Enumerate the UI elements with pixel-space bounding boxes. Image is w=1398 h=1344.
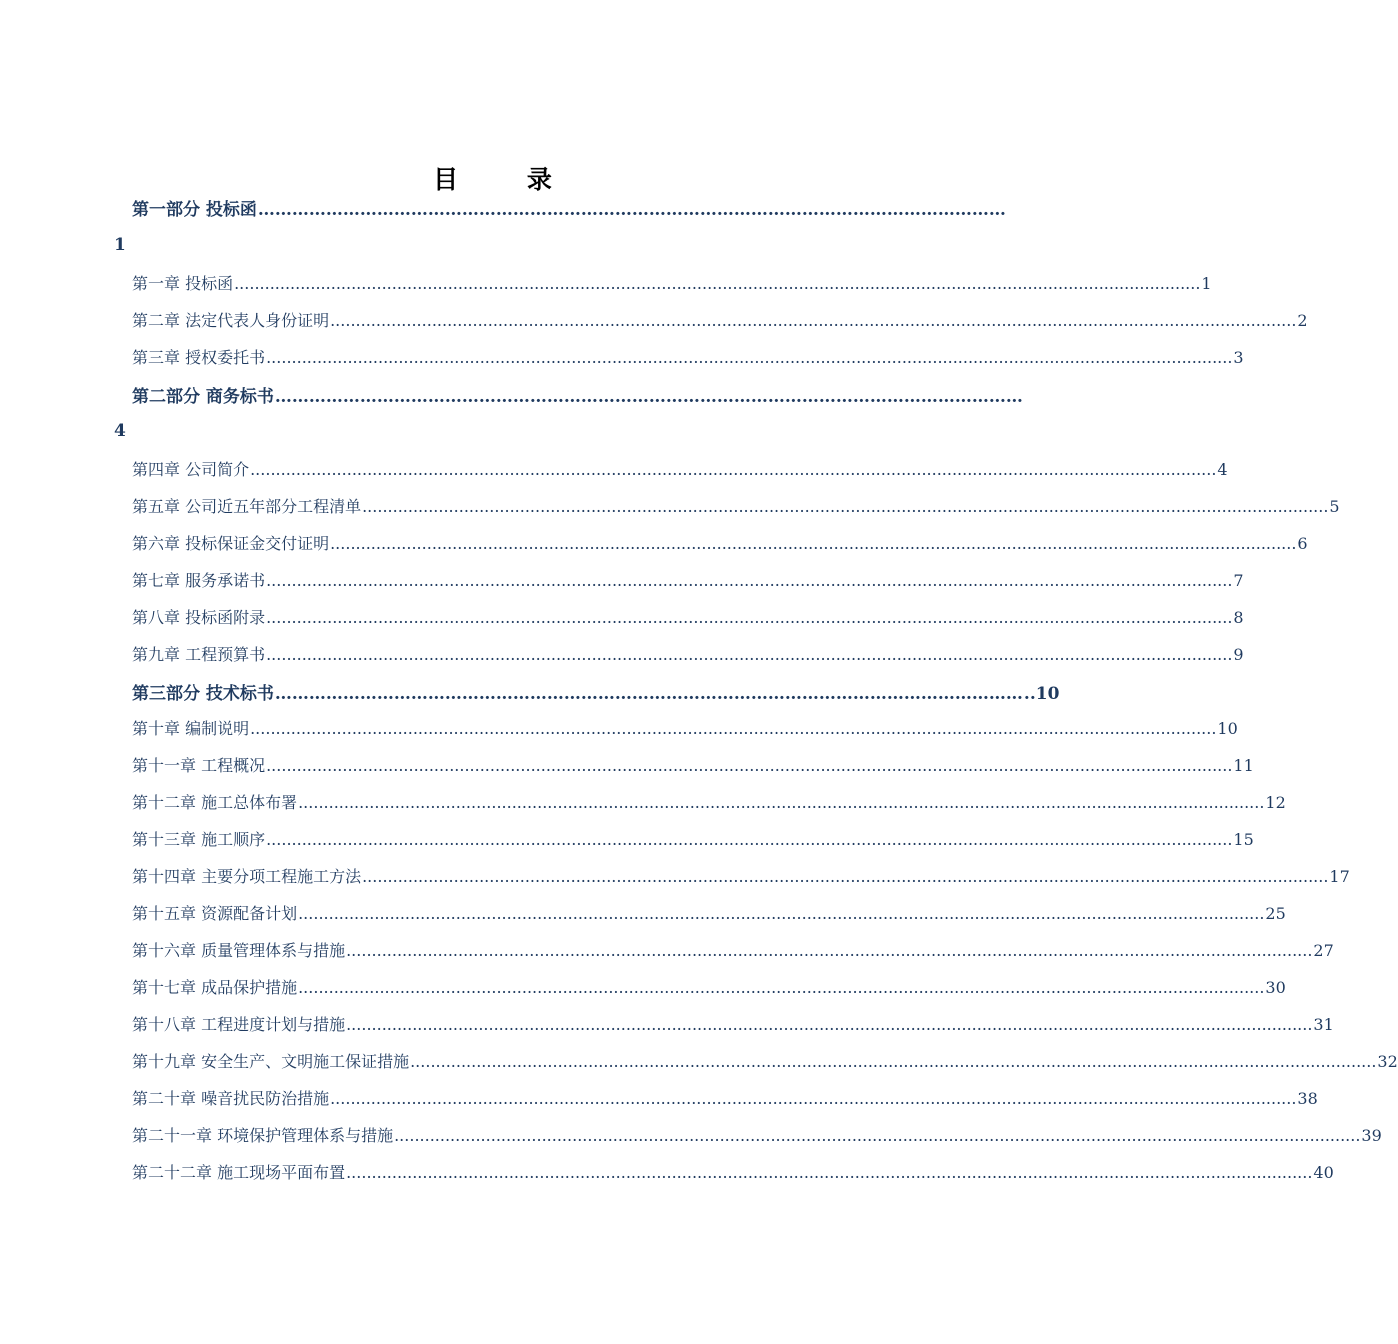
toc-entry-page: 9 [1233, 645, 1244, 664]
toc-entry-page: 12 [1265, 793, 1286, 812]
toc-entry[interactable] [132, 457, 1228, 481]
toc-entry[interactable] [132, 605, 1244, 629]
dot-leader: …………………………………………………………………………………………………………………… [257, 200, 1006, 220]
toc-entry[interactable] [132, 568, 1244, 592]
toc-entry[interactable] [132, 901, 1286, 925]
toc-entry-label: 第一章 投标函 [132, 274, 234, 293]
dot-leader: .............................................................................................................................................................................................. [266, 348, 1233, 367]
toc-entry[interactable] [132, 1123, 1382, 1147]
dot-leader: .............................................................................................................................................................................................. [250, 719, 1217, 738]
toc-entry[interactable] [132, 271, 1212, 295]
dot-leader: .............................................................................................................................................................................................. [410, 1052, 1377, 1071]
dot-leader: .............................................................................................................................................................................................. [346, 1015, 1313, 1034]
toc-entry-page: 30 [1265, 978, 1286, 997]
toc-part-label: 第二部分 商务标书 [132, 387, 274, 407]
dot-leader: …………………………………………………………………………………………………………………… [274, 684, 1023, 704]
toc-entry-page: 10 [1217, 719, 1238, 738]
dot-leader: .............................................................................................................................................................................................. [362, 497, 1329, 516]
dot-leader: .............................................................................................................................................................................................. [266, 571, 1233, 590]
toc-entry[interactable] [132, 494, 1340, 518]
toc-entry[interactable] [132, 1160, 1334, 1184]
toc-entry-label: 第二十一章 环境保护管理体系与措施 [132, 1126, 394, 1145]
dot-leader: .............................................................................................................................................................................................. [266, 645, 1233, 664]
toc-entry-label: 第二十章 噪音扰民防治措施 [132, 1089, 330, 1108]
toc-entry-page: 17 [1329, 867, 1350, 886]
dot-leader: .............................................................................................................................................................................................. [266, 830, 1233, 849]
toc-entry-page: 1 [1201, 274, 1212, 293]
toc-entry-label: 第四章 公司简介 [132, 460, 250, 479]
toc-entry-label: 第十三章 施工顺序 [132, 830, 266, 849]
toc-entry-label: 第七章 服务承诺书 [132, 571, 266, 590]
toc-entry[interactable] [132, 716, 1238, 740]
toc-entry-label: 第二十二章 施工现场平面布置 [132, 1163, 346, 1182]
toc-part-3[interactable] [132, 679, 1060, 704]
dot-leader: .............................................................................................................................................................................................. [298, 904, 1265, 923]
toc-entry-page: 27 [1313, 941, 1334, 960]
toc-entry[interactable] [132, 1049, 1398, 1073]
toc-entry[interactable] [132, 827, 1254, 851]
toc-entry-label: 第十八章 工程进度计划与措施 [132, 1015, 346, 1034]
dot-leader: .............................................................................................................................................................................................. [330, 311, 1297, 330]
toc-entry-page: 38 [1297, 1089, 1318, 1108]
toc-entry-label: 第十五章 资源配备计划 [132, 904, 298, 923]
toc-entry-label: 第五章 公司近五年部分工程清单 [132, 497, 362, 516]
toc-entry-page: 8 [1233, 608, 1244, 627]
toc-entry[interactable] [132, 753, 1254, 777]
toc-entry-page: 11 [1233, 756, 1254, 775]
toc-entry[interactable] [132, 642, 1244, 666]
toc-entry[interactable] [132, 975, 1286, 999]
toc-entry-page: 6 [1297, 534, 1308, 553]
dot-leader: .............................................................................................................................................................................................. [234, 274, 1201, 293]
toc-entry-label: 第十一章 工程概况 [132, 756, 266, 775]
dot-leader: .............................................................................................................................................................................................. [330, 534, 1297, 553]
toc-entry-label: 第十九章 安全生产、文明施工保证措施 [132, 1052, 410, 1071]
toc-entry-label: 第六章 投标保证金交付证明 [132, 534, 330, 553]
toc-part-label: 第三部分 技术标书 [132, 684, 274, 704]
dot-leader: .............................................................................................................................................................................................. [346, 1163, 1313, 1182]
toc-entry[interactable] [132, 531, 1308, 555]
toc-entry-label: 第十章 编制说明 [132, 719, 250, 738]
dot-leader: .............................................................................................................................................................................................. [250, 460, 1217, 479]
toc-entry-label: 第八章 投标函附录 [132, 608, 266, 627]
toc-part-page-number: ..10 [1023, 684, 1060, 704]
dot-leader: .............................................................................................................................................................................................. [298, 978, 1265, 997]
toc-entry-page: 31 [1313, 1015, 1334, 1034]
toc-entry-page: 2 [1297, 311, 1308, 330]
toc-entry-page: 39 [1361, 1126, 1382, 1145]
toc-entry[interactable] [132, 864, 1350, 888]
toc-part-page-number: 1 [114, 235, 126, 255]
toc-part-1[interactable] [132, 195, 1006, 220]
dot-leader: .............................................................................................................................................................................................. [330, 1089, 1297, 1108]
toc-entry[interactable] [132, 1086, 1318, 1110]
toc-entry-page: 25 [1265, 904, 1286, 923]
toc-entry-page: 40 [1313, 1163, 1334, 1182]
toc-entry-label: 第三章 授权委托书 [132, 348, 266, 367]
toc-part-label: 第一部分 投标函 [132, 200, 257, 220]
toc-entry-page: 32 [1377, 1052, 1398, 1071]
toc-entry-page: 4 [1217, 460, 1228, 479]
toc-entry-label: 第十四章 主要分项工程施工方法 [132, 867, 362, 886]
toc-entry[interactable] [132, 1012, 1334, 1036]
dot-leader: .............................................................................................................................................................................................. [394, 1126, 1361, 1145]
dot-leader: .............................................................................................................................................................................................. [266, 608, 1233, 627]
toc-entry-label: 第二章 法定代表人身份证明 [132, 311, 330, 330]
toc-part-2[interactable] [132, 382, 1023, 407]
dot-leader: .............................................................................................................................................................................................. [298, 793, 1265, 812]
toc-entry-label: 第九章 工程预算书 [132, 645, 266, 664]
toc-entry-page: 5 [1329, 497, 1340, 516]
toc-part-page-number: 4 [114, 421, 126, 441]
toc-entry[interactable] [132, 308, 1308, 332]
toc-entry[interactable] [132, 790, 1286, 814]
dot-leader: .............................................................................................................................................................................................. [266, 756, 1233, 775]
toc-title: 目 录 [433, 165, 582, 194]
toc-entry-page: 7 [1233, 571, 1244, 590]
toc-entry-label: 第十二章 施工总体布署 [132, 793, 298, 812]
dot-leader: .............................................................................................................................................................................................. [362, 867, 1329, 886]
dot-leader: …………………………………………………………………………………………………………………… [274, 387, 1023, 407]
dot-leader: .............................................................................................................................................................................................. [346, 941, 1313, 960]
toc-entry-page: 15 [1233, 830, 1254, 849]
toc-entry[interactable] [132, 345, 1244, 369]
toc-entry-label: 第十六章 质量管理体系与措施 [132, 941, 346, 960]
toc-entry-label: 第十七章 成品保护措施 [132, 978, 298, 997]
toc-entry-page: 3 [1233, 348, 1244, 367]
toc-entry[interactable] [132, 938, 1334, 962]
